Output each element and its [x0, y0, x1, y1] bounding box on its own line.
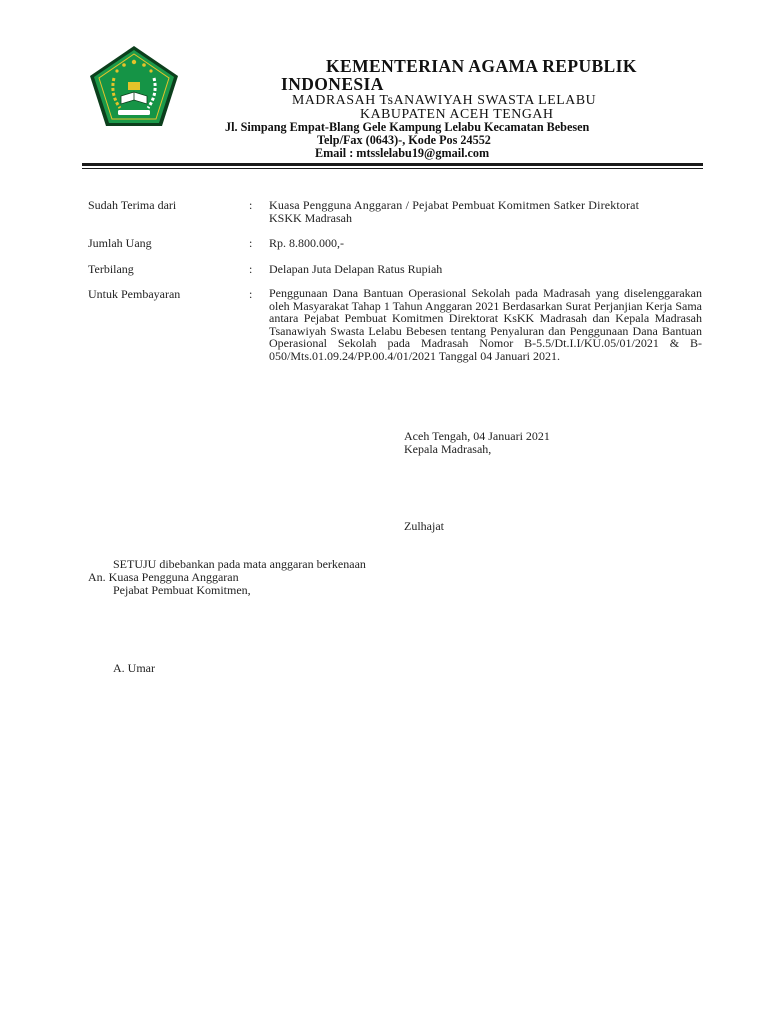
received-from-colon: :: [249, 198, 253, 212]
regency-name: KABUPATEN ACEH TENGAH: [360, 106, 554, 121]
payment-purpose-value: Penggunaan Dana Bantuan Operasional Sekolah pada Madrasah yang diselenggarakan oleh Masyarakat Tahap 1 Tahun Anggaran 2021 Berdasarkan Surat Perjanjian Kerja Sama antara Pejabat Pembuat Komitmen Direktorat KsKK Madrasah dan Kepala Madrasah Tsanawiyah Swasta Lelabu Bebesen tentang Penyaluran dan Penggunaan Dana Bantuan Operasional Sekolah pada Madrasah Nomor B-5.5/Dt.I.I/KU.05/01/2021 & B-050/Mts.01.09.24/PP.00.4/01/2021 Tanggal 04 Januari 2021.: [269, 286, 702, 363]
received-from-label: Sudah Terima dari: [88, 198, 177, 212]
approval-on-behalf: An. Kuasa Pengguna Anggaran: [88, 570, 239, 584]
amount-colon: :: [249, 236, 253, 250]
school-name: MADRASAH TsANAWIYAH SWASTA LELABU: [292, 92, 597, 107]
kemenag-emblem-icon: [88, 44, 180, 128]
letterhead-divider-thick: [82, 163, 703, 166]
ministry-name-line1: KEMENTERIAN AGAMA REPUBLIK: [326, 56, 637, 76]
amount-in-words-label: Terbilang: [88, 262, 134, 276]
approval-position: Pejabat Pembuat Komitmen,: [113, 583, 251, 597]
school-email: Email : mtsslelabu19@gmail.com: [315, 146, 490, 160]
ministry-name-line2: INDONESIA: [281, 74, 384, 94]
amount-in-words-value: Delapan Juta Delapan Ratus Rupiah: [269, 262, 443, 276]
signature-place-date: Aceh Tengah, 04 Januari 2021: [404, 429, 550, 443]
payment-purpose-colon: :: [249, 287, 253, 301]
approval-name: A. Umar: [113, 661, 155, 675]
received-from-value-line2: KSKK Madrasah: [269, 211, 352, 225]
school-phone: Telp/Fax (0643)-, Kode Pos 24552: [317, 133, 491, 147]
signature-name: Zulhajat: [404, 519, 444, 533]
payment-purpose-label: Untuk Pembayaran: [88, 287, 181, 301]
letterhead-divider-thin: [82, 168, 703, 169]
approval-statement: SETUJU dibebankan pada mata anggaran berkenaan: [113, 557, 366, 571]
received-from-value-line1: Kuasa Pengguna Anggaran / Pejabat Pembuat Komitmen Satker Direktorat: [269, 198, 640, 212]
amount-in-words-colon: :: [249, 262, 253, 276]
school-address: Jl. Simpang Empat-Blang Gele Kampung Lelabu Kecamatan Bebesen: [225, 120, 590, 134]
amount-label: Jumlah Uang: [88, 236, 152, 250]
signature-position: Kepala Madrasah,: [404, 442, 492, 456]
amount-value: Rp. 8.800.000,-: [269, 236, 344, 250]
